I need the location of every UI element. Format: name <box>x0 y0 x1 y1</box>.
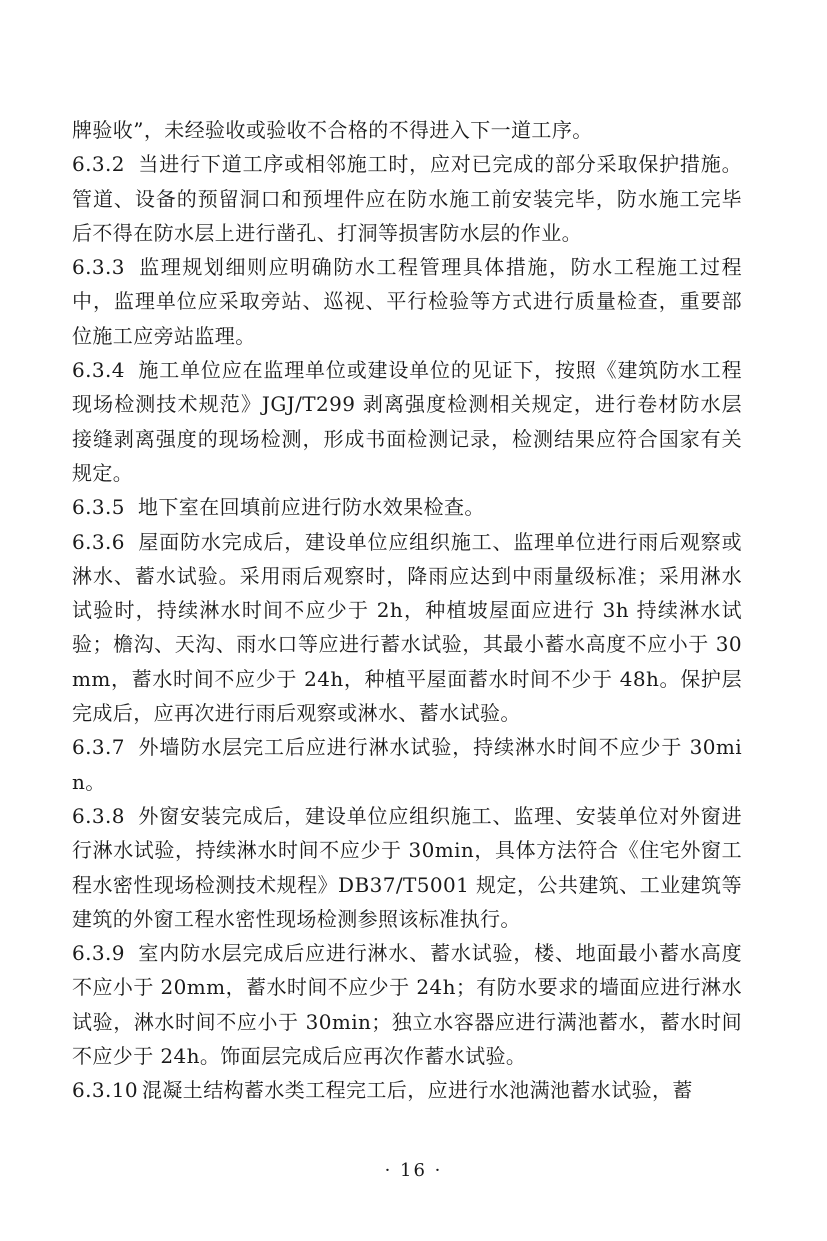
clause-number: 6.3.8 <box>72 803 125 828</box>
clause-number: 6.3.5 <box>72 495 125 520</box>
paragraph-text: 牌验收”，未经验收或验收不合格的不得进入下一道工序。 <box>72 118 593 142</box>
body-text <box>72 113 742 1108</box>
clause-number: 6.3.10 <box>72 1078 139 1103</box>
clause-number: 6.3.7 <box>72 735 125 760</box>
clause-number: 6.3.6 <box>72 529 125 554</box>
clause-text: 混凝土结构蓄水类工程完工后，应进行水池满池蓄水试验，蓄 <box>142 1078 693 1103</box>
clause-text: 外窗安装完成后，建设单位应组织施工、监理、安装单位对外窗进行淋水试验，持续淋水时间不应少于 30min，具体方法符合《住宅外窗工程水密性现场检测技术规程》DB37/T5001 规定，公共建筑、工业建筑等建筑的外窗工程水密性现场检测参照该标准执行。 <box>72 803 742 931</box>
clause-number: 6.3.4 <box>72 358 125 383</box>
clause-6-3-3 <box>72 250 742 353</box>
clause-6-3-10 <box>72 1073 742 1107</box>
clause-text: 监理规划细则应明确防水工程管理具体措施，防水工程施工过程中，监理单位应采取旁站、巡视、平行检验等方式进行质量检查，重要部位施工应旁站监理。 <box>72 255 742 348</box>
clause-text: 屋面防水完成后，建设单位应组织施工、监理单位进行雨后观察或淋水、蓄水试验。采用雨后观察时，降雨应达到中雨量级标准；采用淋水试验时，持续淋水时间不应少于 2h，种植坡屋面应进行 3h 持续淋水试验；檐沟、天沟、雨水口等应进行蓄水试验，其最小蓄水高度不应小于 30mm，蓄水时间不应少于 24h，种植平屋面蓄水时间不少于 48h。保护层完成后，应再次进行雨后观察或淋水、蓄水试验。 <box>72 529 742 726</box>
clause-6-3-8 <box>72 799 742 936</box>
clause-text: 外墙防水层完工后应进行淋水试验，持续淋水时间不应少于 30min。 <box>72 735 742 794</box>
clause-number: 6.3.2 <box>72 152 125 177</box>
clause-number: 6.3.3 <box>72 255 125 280</box>
clause-text: 室内防水层完成后应进行淋水、蓄水试验，楼、地面最小蓄水高度不应小于 20mm，蓄水时间不应少于 24h；有防水要求的墙面应进行淋水试验，淋水时间不应小于 30min；独立水容器应进行满池蓄水，蓄水时间不应少于 24h。饰面层完成后应再次作蓄水试验。 <box>72 941 742 1069</box>
clause-6-3-6 <box>72 525 742 731</box>
clause-text: 当进行下道工序或相邻施工时，应对已完成的部分采取保护措施。管道、设备的预留洞口和预埋件应在防水施工前安装完毕，防水施工完毕后不得在防水层上进行凿孔、打洞等损害防水层的作业。 <box>72 152 742 245</box>
clause-6-3-7 <box>72 730 742 799</box>
clause-6-3-9 <box>72 936 742 1073</box>
clause-number: 6.3.9 <box>72 941 125 966</box>
clause-text: 施工单位应在监理单位或建设单位的见证下，按照《建筑防水工程现场检测技术规范》JGJ/T299 剥离强度检测相关规定，进行卷材防水层接缝剥离强度的现场检测，形成书面检测记录，检测结果应符合国家有关规定。 <box>72 358 742 485</box>
clause-text: 地下室在回填前应进行防水效果检查。 <box>138 495 485 520</box>
page-number: · 16 · <box>384 1160 443 1181</box>
paragraph-continuation <box>72 113 742 147</box>
clause-6-3-4 <box>72 353 742 490</box>
clause-6-3-5 <box>72 490 742 524</box>
clause-6-3-2 <box>72 147 742 250</box>
